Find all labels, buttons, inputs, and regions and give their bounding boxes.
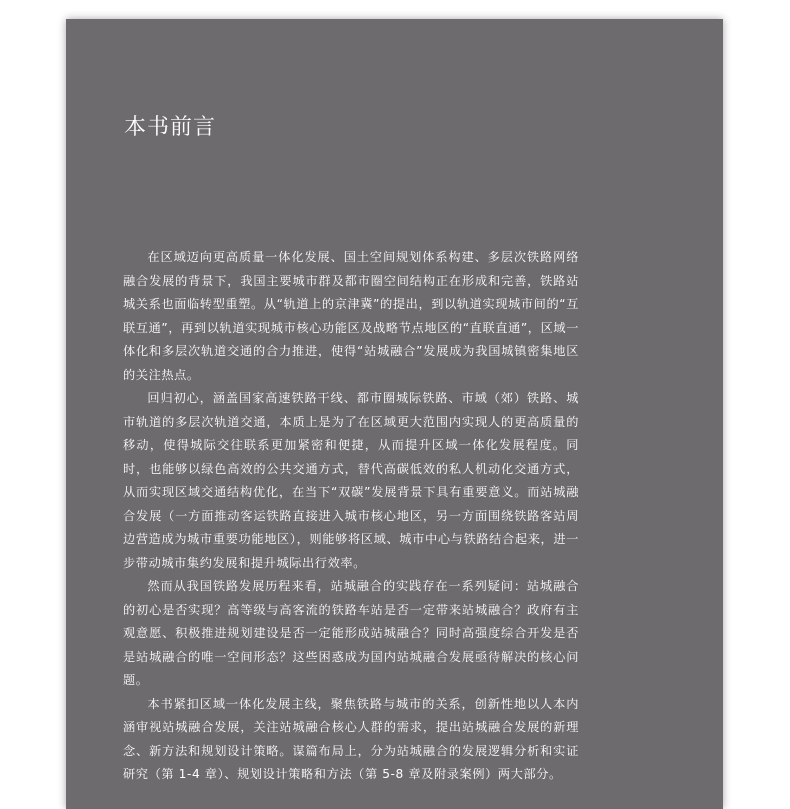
paragraph: 回归初心，涵盖国家高速铁路干线、都市圈城际铁路、市域（郊）铁路、城市轨道的多层次轨道交通，本质上是为了在区域更大范围内实现人的更高质量的移动，使得城际交往联系更加紧密和便捷，从而提升区域一体化发展程度。同时，也能够以绿色高效的公共交通方式，替代高碳低效的私人机动化交通方式，从而实现区域交通结构优化，在当下“双碳”发展背景下具有重要意义。而站城融合发展（一方面推动客运铁路直接进入城市核心地区，另一方面围绕铁路客站周边营造成为城市重要功能地区），则能够将区域、城市中心与铁路结合起来，进一步带动城市集约发展和提升城际出行效率。 (123, 391, 579, 570)
paragraph: 本书紧扣区域一体化发展主线，聚焦铁路与城市的关系，创新性地以人本内涵审视站城融合发展，关注站城融合核心人群的需求，提出站城融合发展的新理念、新方法和规划设计策略。谋篇布局上，分为站城融合的发展逻辑分析和实证研究（第 1-4 章）、规划设计策略和方法（第 5-8 章及附录案例）两大部分。 (123, 696, 579, 781)
paragraph: 在区域迈向更高质量一体化发展、国土空间规划体系构建、多层次铁路网络融合发展的背景下，我国主要城市群及都市圈空间结构正在形成和完善，铁路站城关系也面临转型重塑。从“轨道上的京津冀”的提出，到以轨道实现城市间的“互联互通”，再到以轨道实现城市核心功能区及战略节点地区的“直联直通”，区域一体化和多层次轨道交通的合力推进，使得“站城融合”发展成为我国城镇密集地区的关注热点。 (123, 250, 579, 382)
paragraph: 然而从我国铁路发展历程来看，站城融合的实践存在一系列疑问：站城融合的初心是否实现？高等级与高客流的铁路车站是否一定带来站城融合？政府有主观意愿、积极推进规划建设是否一定能形成站城融合？同时高强度综合开发是否是站城融合的唯一空间形态？这些困惑成为国内站城融合发展亟待解决的核心问题。 (123, 579, 579, 687)
book-page (66, 19, 723, 809)
preface-body (123, 246, 579, 787)
page-title: 本书前言 (124, 115, 217, 140)
